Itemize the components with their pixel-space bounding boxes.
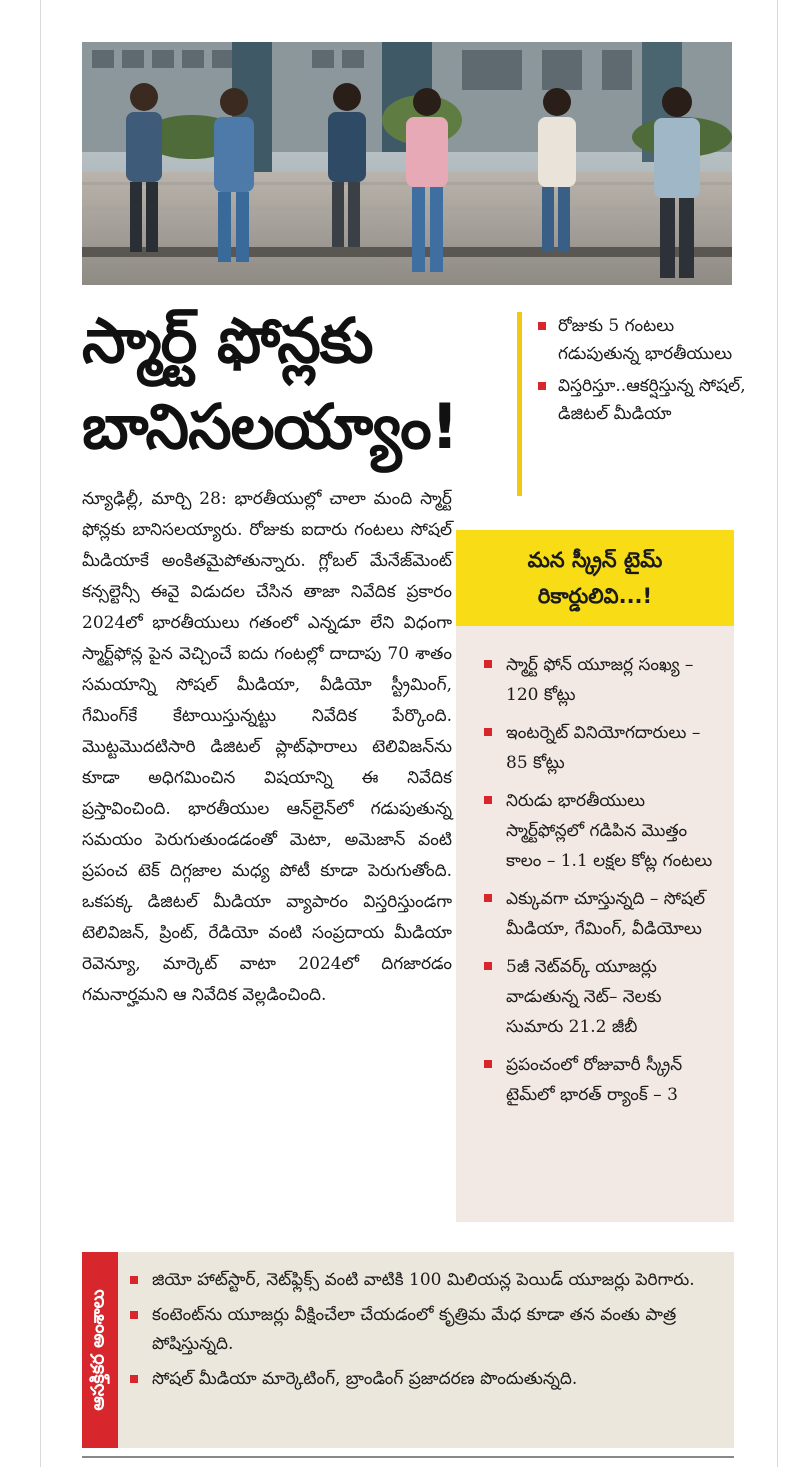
red-square-bullet-icon	[130, 1311, 138, 1319]
article-paragraph: న్యూఢిల్లీ, మార్చి 28: భారతీయుల్లో చాలా మంది స్మార్ట్ ఫోన్లకు బానిసలయ్యారు. రోజుకు ఐదారు గంటలు సోషల్ మీడియాకే అంకితమైపోతున్నారు. గ్లోబల్ మేనేజ్‌మెంట్ కన్సల్టెన్సీ ఈవై విడుదల చేసిన తాజా నివేదిక ప్రకారం 2024లో భారతీయులు గతంలో ఎన్నడూ లేని విధంగా స్మార్ట్‌ఫోన్ల పైన వెచ్చించే ఐదు గంటల్లో దాదాపు 70 శాతం సమయాన్ని సోషల్ మీడియా, వీడియో స్ట్రీమింగ్, గేమింగ్‌కే కేటాయిస్తున్నట్టు నివేదిక పేర్కొంది. మొట్టమొదటిసారి డిజిటల్ ప్లాట్‌ఫారాలు టెలివిజన్‌ను కూడా అధిగమించిన విషయాన్ని ఈ నివేదిక ప్రస్తావించింది. భారతీయుల ఆన్‌లైన్‌లో గడుపుతున్న సమయం పెరుగుతుండడంతో మెటా, అమెజాన్ వంటి ప్రపంచ టెక్ దిగ్గజాల మధ్య పోటీ కూడా పెరుగుతోంది. ఒకపక్క డిజిటల్ మీడియా వ్యాపారం విస్తరిస్తుండగా టెలివిజన్, ప్రింట్, రేడియో వంటి సంప్రదాయ మీడియా రెవెన్యూ, మార్కెట్ వాటా 2024లో దిగజారడం గమనార్హమని ఆ నివేదిక వెల్లడించింది.	[82, 489, 452, 1005]
facts-side-label: ఆసక్తికర అంశాలు	[87, 1289, 109, 1411]
highlight-item	[536, 372, 746, 428]
record-text: ప్రపంచంలో రోజువారీ స్క్రీన్ టైమ్‌లో భారత్ ర్యాంక్ – 3	[506, 1055, 683, 1105]
article-photo	[82, 42, 732, 285]
students-with-phones-photo	[82, 42, 732, 285]
records-box-title	[456, 530, 734, 626]
fact-text: జియో హాట్‌స్టార్, నెట్‌ఫ్లిక్స్ వంటి వాటికి 100 మిలియన్ల పెయిడ్ యూజర్లు పెరిగారు.	[152, 1270, 695, 1290]
record-item	[482, 786, 724, 876]
screen-time-records-box	[456, 530, 734, 1222]
record-item	[482, 884, 724, 944]
fact-item	[128, 1301, 728, 1359]
interesting-facts-box	[82, 1252, 734, 1448]
highlight-text: విస్తరిస్తూ..ఆకర్షిస్తున్న సోషల్, డిజిటల్ మీడియా	[558, 376, 746, 424]
record-text: 5జీ నెట్‌వర్క్ యూజర్లు వాడుతున్న నెట్– నెలకు సుమారు 21.2 జీబీ	[506, 957, 662, 1037]
red-square-bullet-icon	[130, 1375, 138, 1383]
headline-line-1: స్మార్ట్ ఫోన్లకు	[82, 304, 373, 377]
red-square-bullet-icon	[484, 894, 492, 902]
red-square-bullet-icon	[484, 660, 492, 668]
record-text: నిరుడు భారతీయులు స్మార్ట్‌ఫోన్లలో గడిపిన మొత్తం కాలం – 1.1 లక్షల కోట్ల గంటలు	[506, 791, 713, 871]
highlight-text: రోజుకు 5 గంటలు గడుపుతున్న భారతీయులు	[558, 316, 733, 364]
highlight-list	[536, 312, 746, 432]
fact-text: సోషల్ మీడియా మార్కెటింగ్, బ్రాండింగ్ ప్రజాదరణ పొందుతున్నది.	[152, 1369, 578, 1389]
fact-item	[128, 1266, 728, 1295]
red-square-bullet-icon	[538, 382, 546, 390]
records-list	[456, 626, 734, 1110]
article-body	[82, 484, 452, 1011]
bottom-divider	[82, 1456, 734, 1458]
highlight-item	[536, 312, 746, 368]
facts-list	[128, 1266, 728, 1400]
record-item	[482, 650, 724, 710]
red-square-bullet-icon	[484, 962, 492, 970]
records-title-line-2: రికార్డులివి...!	[537, 584, 653, 608]
red-square-bullet-icon	[484, 1060, 492, 1068]
record-item	[482, 952, 724, 1042]
record-text: స్మార్ట్ ఫోన్ యూజర్ల సంఖ్య – 120 కోట్లు	[506, 655, 694, 705]
headline-divider	[517, 312, 522, 496]
record-item	[482, 718, 724, 778]
fact-item	[128, 1365, 728, 1394]
red-square-bullet-icon	[484, 796, 492, 804]
headline-line-2: బానిసలయ్యాం!	[82, 390, 458, 463]
record-text: ఎక్కువగా చూస్తున్నది – సోషల్ మీడియా, గేమింగ్, వీడియోలు	[506, 889, 706, 939]
red-square-bullet-icon	[484, 728, 492, 736]
record-item	[482, 1050, 724, 1110]
headline	[82, 298, 512, 470]
facts-side-label-strip	[82, 1252, 118, 1448]
record-text: ఇంటర్నెట్ వినియోగదారులు – 85 కోట్లు	[506, 723, 701, 773]
records-title-line-1: మన స్క్రీన్ టైమ్	[527, 548, 663, 572]
red-square-bullet-icon	[130, 1276, 138, 1284]
fact-text: కంటెంట్‌ను యూజర్లు వీక్షించేలా చేయడంలో కృత్రిమ మేధ కూడా తన వంతు పాత్ర పోషిస్తున్నది.	[152, 1305, 677, 1354]
red-square-bullet-icon	[538, 322, 546, 330]
